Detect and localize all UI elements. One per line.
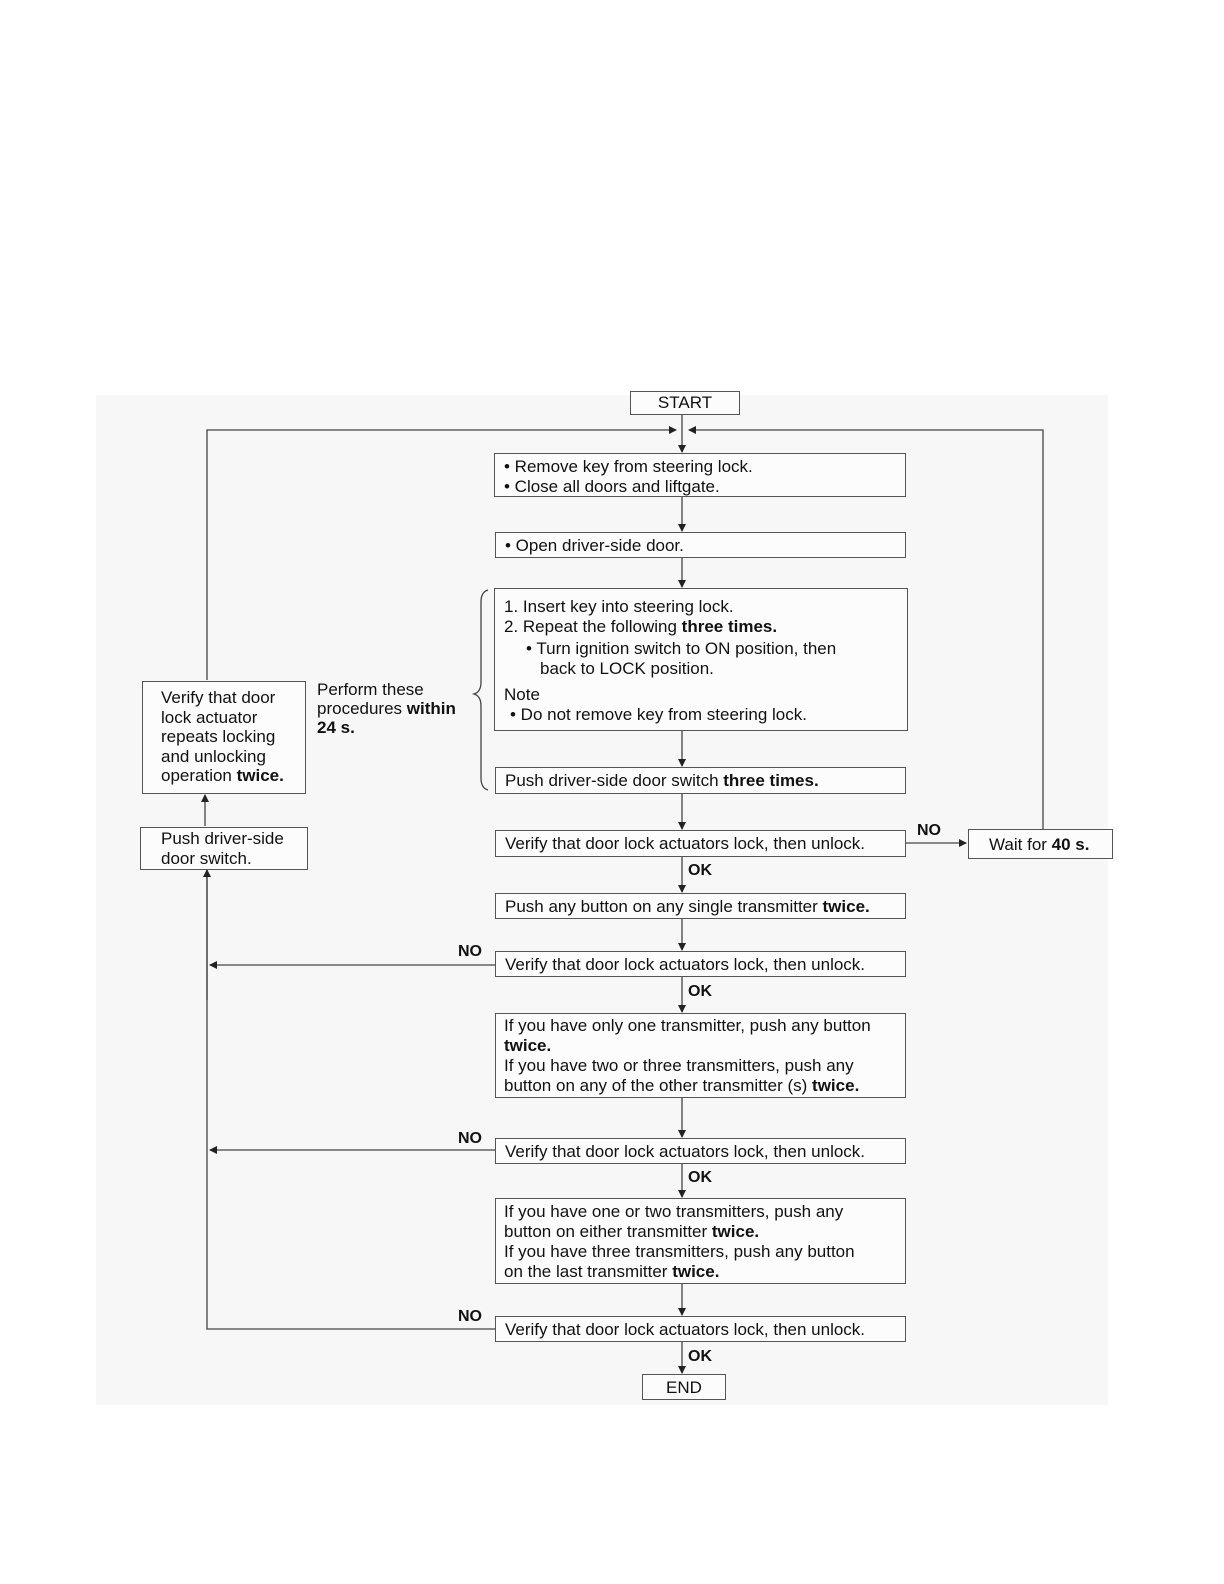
one-or-two-line2-bold: twice. [711,1222,760,1241]
left-verify-line1: Verify that door [161,688,276,707]
no-label-1: NO [917,822,941,839]
close-doors-text: • Close all doors and liftgate. [504,477,720,496]
open-door-step [495,532,906,558]
no-label-2: NO [458,943,482,960]
perform-line3-bold: 24 s. [317,718,355,737]
push-switch-text [505,771,896,791]
one-or-two-line2 [504,1222,897,1242]
proc-line1: 1. Insert key into steering lock. [504,597,734,616]
verify-step-3 [495,1138,906,1164]
push-any-text [505,897,896,917]
proc-line2 [504,617,898,637]
one-or-two-line4-bold: twice. [672,1262,720,1281]
only-one-line1: If you have only one transmitter, push any button [504,1016,871,1035]
only-one-line2 [504,1036,897,1056]
perform-note [317,680,456,737]
proc-line3: • Turn ignition switch to ON position, then [526,639,837,658]
only-one-step [495,1013,906,1098]
one-or-two-line1: If you have one or two transmitters, push any [504,1202,844,1221]
curly-brace [474,590,488,790]
ok-label-4: OK [688,1348,712,1365]
no-label-4: NO [458,1308,482,1325]
line-verify4-no [207,871,495,1329]
verify-4-text: Verify that door lock actuators lock, then unlock. [505,1320,866,1339]
push-any-step [495,893,906,919]
push-switch-step [495,767,906,794]
left-push-line2: door switch. [161,849,252,868]
one-or-two-line4-text: on the last transmitter [504,1262,673,1281]
one-or-two-line4 [504,1262,897,1282]
left-verify-line3: repeats locking [161,727,276,746]
left-verify-line2: lock actuator [161,707,258,727]
one-or-two-line3: If you have three transmitters, push any button [504,1242,855,1261]
only-one-line3: If you have two or three transmitters, push any [504,1056,854,1075]
verify-step-2 [495,951,906,977]
ok-label-2: OK [688,983,712,1000]
ok-label-3: OK [688,1169,712,1186]
left-push-step [140,827,308,870]
only-one-line2-bold: twice. [504,1036,552,1055]
end-node: END [642,1374,726,1400]
perform-line2-text: procedures [317,699,407,718]
start-node: START [630,391,740,415]
procedure-step [494,588,908,731]
one-or-two-step [495,1198,906,1284]
only-one-line4-bold: twice. [812,1076,860,1095]
one-or-two-line2-text: button on either transmitter [504,1222,712,1241]
proc-line2-text: 2. Repeat the following [504,617,682,636]
verify-2-text: Verify that door lock actuators lock, then unlock. [505,955,866,974]
verify-3-text: Verify that door lock actuators lock, then unlock. [505,1142,866,1161]
left-verify-line4: and unlocking [161,746,266,766]
left-push-line1: Push driver-side [161,829,284,848]
no-label-3: NO [458,1130,482,1147]
ok-label-1: OK [688,862,712,879]
only-one-line4 [504,1076,897,1096]
wait-text [989,835,1112,855]
open-door-text: • Open driver-side door. [505,536,684,555]
left-verify-line5 [161,766,297,786]
remove-key-step [494,453,906,497]
verify-step-1 [495,830,906,857]
verify-1-text: Verify that door lock actuators lock, then unlock. [505,834,866,853]
left-verify-line5-bold: twice. [236,766,284,785]
wait-pre: Wait for [989,835,1052,854]
left-verify-line5-text: operation [161,766,237,785]
wait-step [968,829,1113,859]
push-any-bold: twice. [822,897,870,916]
left-verify-step [142,681,306,794]
perform-line3 [317,718,456,737]
only-one-line4-text: button on any of the other transmitter (s) [504,1076,813,1095]
wait-bold: 40 s. [1051,835,1090,854]
perform-line2 [317,699,456,718]
push-switch-bold: three times. [723,771,819,790]
remove-key-text: • Remove key from steering lock. [504,457,753,476]
proc-line2-bold: three times. [681,617,778,636]
perform-line2-bold: within [406,699,456,718]
proc-line4: back to LOCK position. [540,659,714,678]
perform-line1: Perform these [317,680,424,699]
proc-note-label: Note [504,685,540,704]
proc-note-text: • Do not remove key from steering lock. [510,705,807,724]
verify-step-4 [495,1316,906,1342]
push-switch-pre: Push driver-side door switch [505,771,724,790]
push-any-pre: Push any button on any single transmitter [505,897,823,916]
